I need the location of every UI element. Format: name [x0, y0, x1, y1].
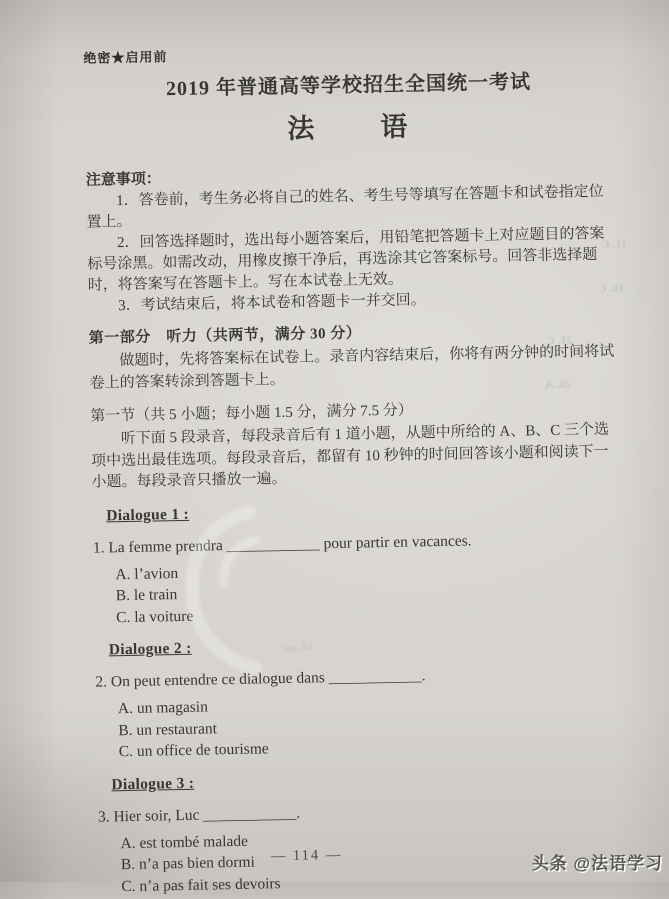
notice-item-1: 1．答卷前，考生务必将自己的姓名、考生号等填写在答题卡和试卷指定位置上。: [86, 183, 604, 231]
dialogue-1-label: Dialogue 1 :: [106, 505, 190, 524]
notice-item-3: 3．考试结束后，将本试卷和答题卡一并交回。: [118, 292, 426, 315]
section1-heading: 第一节（共 5 小题；每小题 1.5 分，满分 7.5 分）: [90, 402, 413, 425]
section1-block: [90, 396, 621, 495]
question-1-options: [115, 554, 623, 628]
bleedthrough-text: 26. A: [544, 376, 572, 392]
classification-label: 绝密★启用前: [83, 49, 168, 66]
option-line: C. la voiture: [116, 607, 194, 626]
option-line: C. un office de tourisme: [118, 740, 269, 761]
dialogue-2-label: Dialogue 2 :: [108, 639, 192, 659]
bleedthrough-text: 61. me: [281, 641, 313, 655]
option-line: A. un magasin: [117, 698, 209, 718]
watermark-credit: 头条 @法语学习: [531, 854, 663, 873]
part1-intro: 做题时，先将答案标在试卷上。录音内容结束后，你将有两分钟的时间将试卷上的答案转涂到答题卡上。: [89, 343, 615, 392]
part1-block: [89, 318, 619, 395]
option-line: A. l’avion: [115, 564, 179, 583]
subject-title: 法 语: [287, 111, 412, 144]
question-2: 2. On peut entendre ce dialogue dans ____________.: [95, 667, 426, 691]
notice-heading: 注意事项：: [85, 171, 161, 189]
dialogue-3: [97, 766, 628, 898]
notice-item-2: 2．回答选择题时，选出每小题答案后，用铅笔把答题卡上对应题目的答案标号涂黑。如需改动，用橡皮擦干净后，再选涂其它答案标号。回答非选择题时，将答案写在答题卡上。写在本试卷上无效。: [87, 225, 605, 294]
page-number: — 114 —: [270, 846, 343, 865]
notice-block: [86, 161, 618, 318]
bleedthrough-text: 16. C: [598, 280, 626, 296]
question-2-options: [118, 688, 626, 762]
part1-heading: 第一部分 听力（共两节，满分 30 分）: [88, 325, 362, 347]
bleedthrough-text: 11. C: [600, 236, 628, 252]
dialogue-2: [95, 631, 626, 763]
option-line: B. un restaurant: [118, 719, 218, 739]
question-3: 3. Hier soir, Luc ____________.: [97, 804, 301, 826]
option-line: C. n’a pas fait ses devoirs: [121, 874, 281, 895]
option-line: B. le train: [115, 586, 178, 605]
option-line: B. n’a pas bien dormi: [120, 853, 255, 874]
exam-title: 2019 年普通高等学校招生全国统一考试: [165, 71, 532, 101]
option-line: A. est tombé malade: [120, 832, 249, 852]
dialogue-1: [92, 497, 623, 629]
bleedthrough-text: 21. C: [546, 332, 574, 348]
question-1: 1. La femme prendra ____________ pour partir en vacances.: [92, 531, 472, 557]
dialogue-3-label: Dialogue 3 :: [111, 774, 195, 793]
section1-intro: 听下面 5 段录音，每段录音后有 1 道小题，从题中所给的 A、B、C 三个选项中选出最佳选项。每段录音后，都留有 10 秒钟的时间回答该小题和阅读下一小题。每段录音只播放一遍。: [91, 421, 610, 491]
